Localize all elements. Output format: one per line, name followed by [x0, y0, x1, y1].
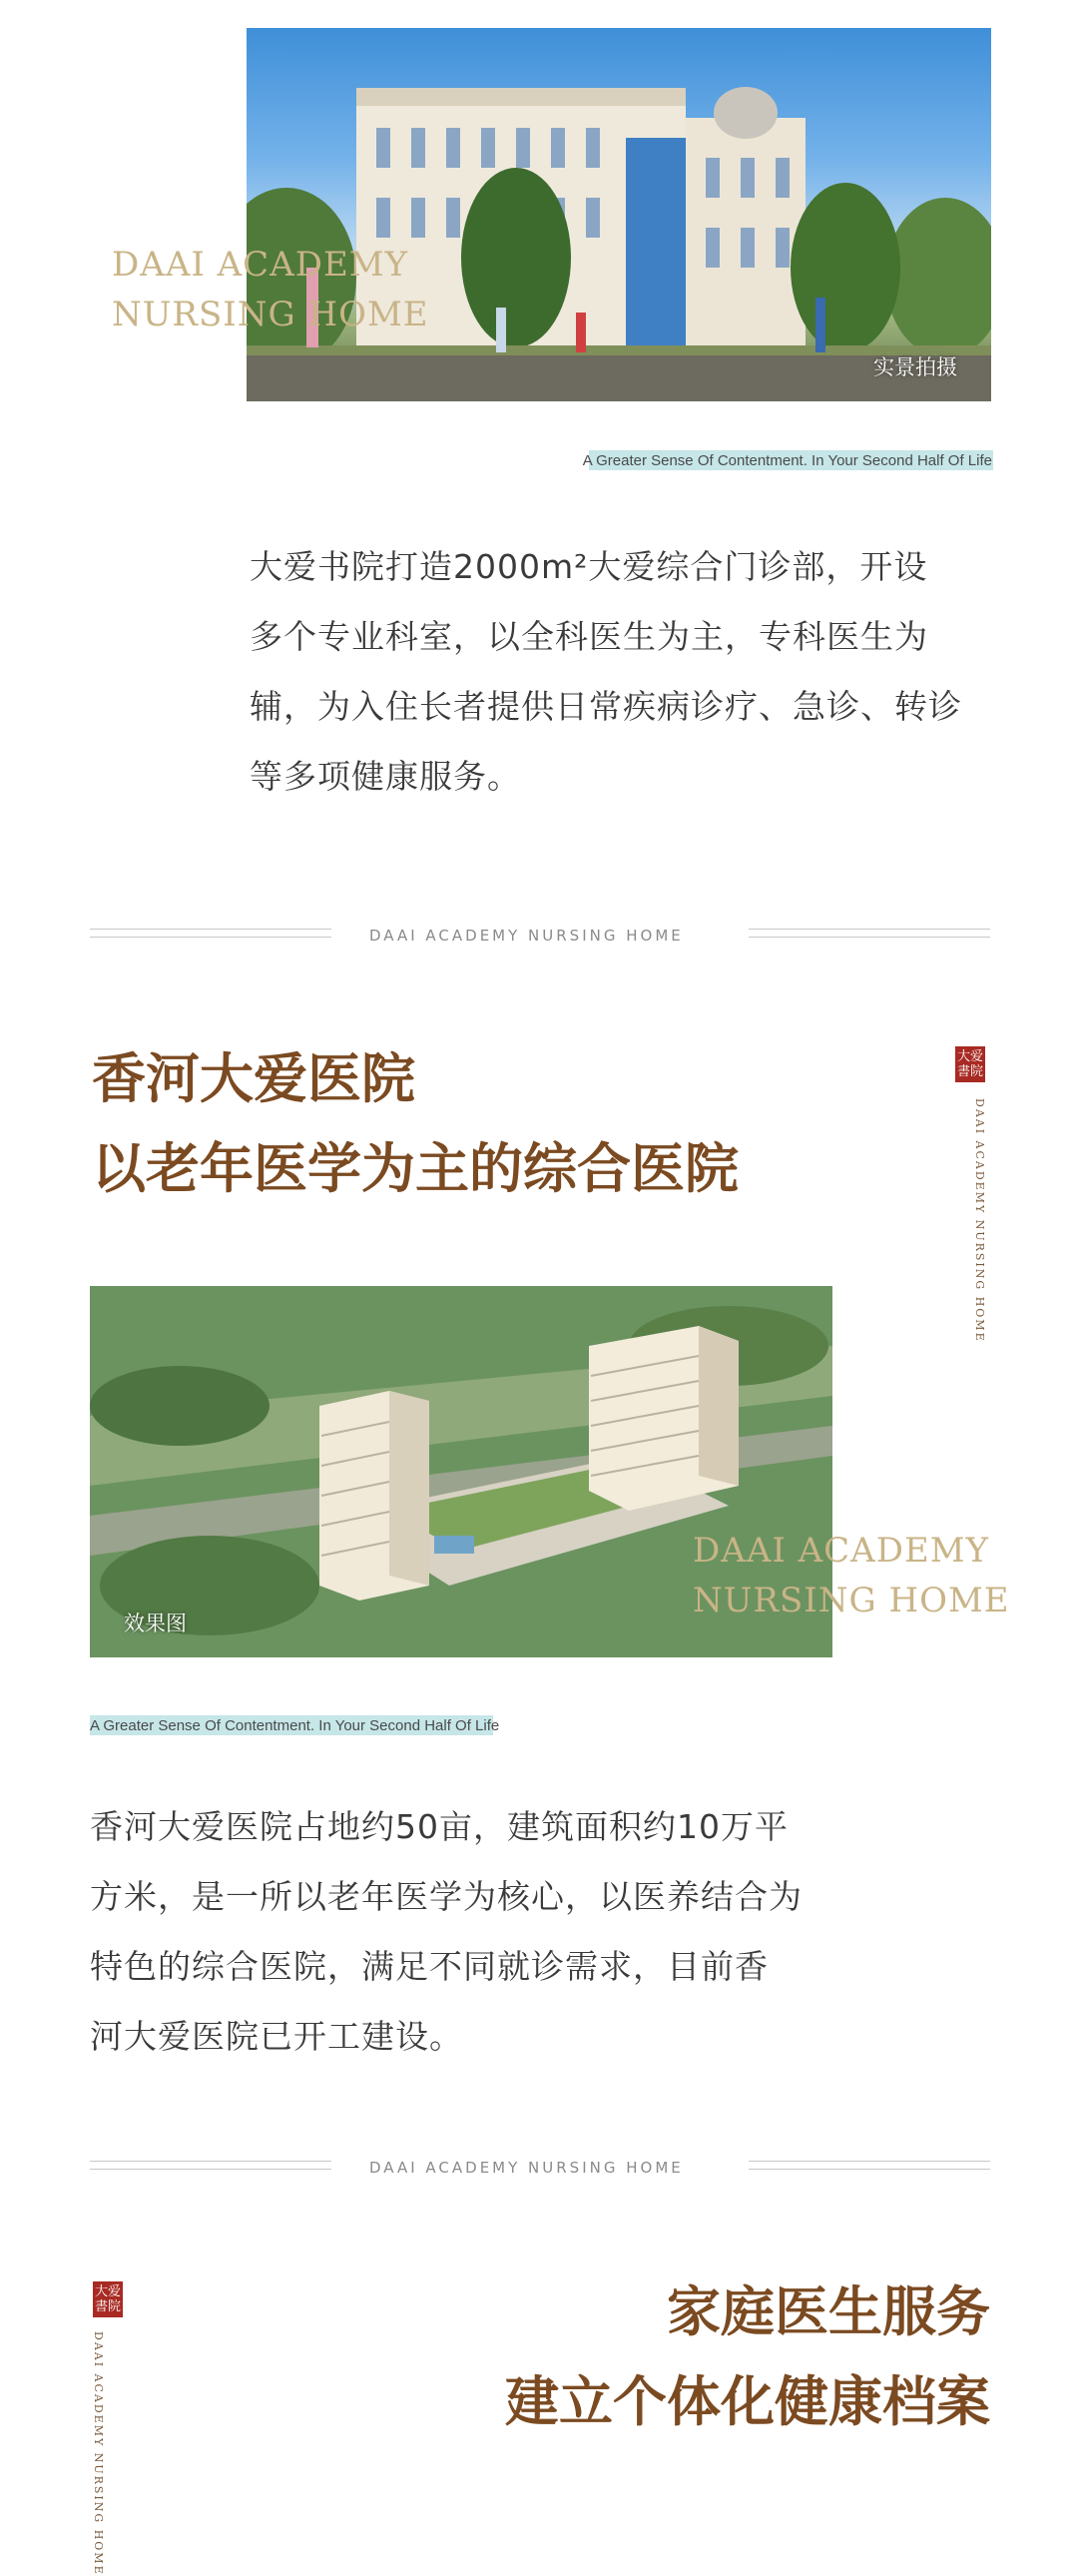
text-line: 辅，为入住长者提供日常疾病诊疗、急诊、转诊 — [250, 687, 962, 726]
hospital-heading — [92, 1033, 739, 1213]
tagline: A Greater Sense Of Contentment. In Your Second Half Of Life — [90, 1717, 500, 1734]
divider-line-left — [90, 2161, 331, 2170]
watermark-line-2: NURSING HOME — [112, 295, 429, 334]
heading-line-1: 香河大爱医院 — [92, 1046, 415, 1110]
divider-text: DAAI ACADEMY NURSING HOME — [369, 927, 684, 945]
text-line: 特色的综合医院，满足不同就诊需求，目前香 — [90, 1947, 769, 1986]
clinic-description — [250, 532, 1008, 812]
text-line: 方米，是一所以老年医学为核心，以医养结合为 — [90, 1877, 803, 1916]
heading-line-1: 家庭医生服务 — [667, 2279, 990, 2343]
text-line: 香河大爱医院占地约50亩，建筑面积约10万平 — [90, 1807, 789, 1846]
divider-line-right — [749, 929, 990, 938]
hospital-description — [90, 1792, 848, 2072]
building-illustration — [247, 28, 991, 401]
watermark-line-2: NURSING HOME — [693, 1581, 1010, 1620]
vertical-brand-text: DAAI ACADEMY NURSING HOME — [92, 2331, 105, 2576]
text-line: 河大爱医院已开工建设。 — [90, 2017, 463, 2056]
brand-seal: 大爱書院 — [955, 1046, 985, 1082]
text-line: 多个专业科室，以全科医生为主，专科医生为 — [250, 617, 928, 656]
watermark — [112, 240, 429, 339]
heading-line-2: 以老年医学为主的综合医院 — [92, 1136, 739, 1200]
watermark-line-1: DAAI ACADEMY — [693, 1531, 990, 1571]
family-doctor-heading — [505, 2266, 990, 2446]
heading-line-2: 建立个体化健康档案 — [505, 2369, 990, 2433]
photo-caption: 实景拍摄 — [873, 355, 957, 379]
brand-seal: 大爱書院 — [93, 2281, 123, 2317]
watermark — [693, 1526, 1010, 1625]
tagline: A Greater Sense Of Contentment. In Your Second Half Of Life — [582, 452, 992, 469]
divider-line-right — [749, 2161, 990, 2170]
nursing-home-building-photo — [247, 28, 991, 401]
divider-text: DAAI ACADEMY NURSING HOME — [369, 2159, 684, 2177]
text-line: 大爱书院打造2000m²大爱综合门诊部，开设 — [250, 547, 928, 586]
text-line: 等多项健康服务。 — [250, 757, 521, 796]
watermark-line-1: DAAI ACADEMY — [112, 245, 409, 285]
vertical-brand-text: DAAI ACADEMY NURSING HOME — [973, 1098, 986, 1343]
divider-line-left — [90, 929, 331, 938]
photo-caption: 效果图 — [124, 1611, 187, 1635]
